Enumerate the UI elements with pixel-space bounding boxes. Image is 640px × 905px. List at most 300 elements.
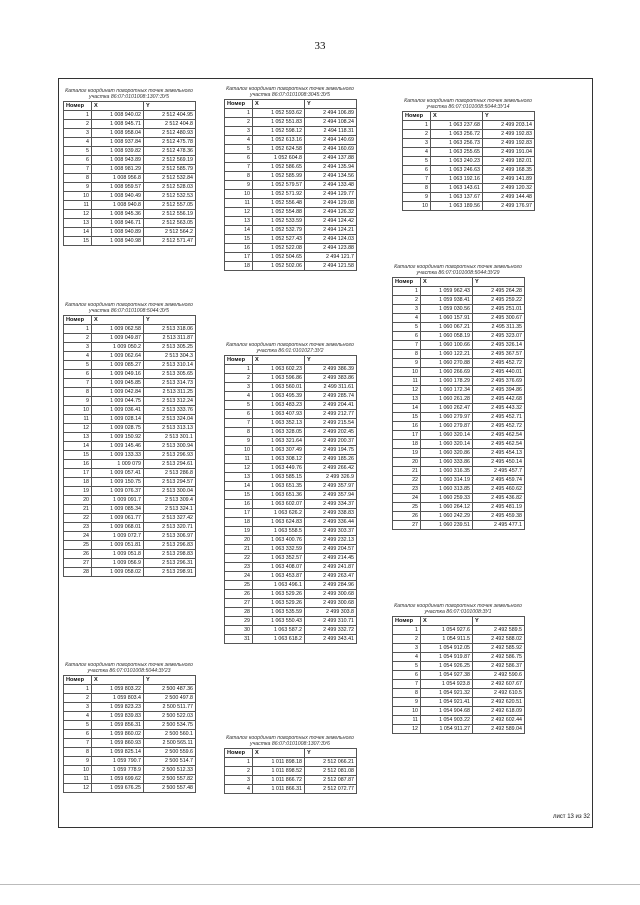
table-row bbox=[64, 379, 196, 388]
y-coordinate: 2 494 133.48 bbox=[305, 181, 357, 190]
table-row bbox=[64, 406, 196, 415]
x-coordinate: 1 009 150.75 bbox=[92, 478, 144, 487]
x-coordinate: 1 008 945.71 bbox=[92, 120, 144, 129]
point-number: 5 bbox=[393, 662, 421, 671]
table-row bbox=[393, 413, 525, 422]
y-coordinate: 2 495 462.54 bbox=[473, 440, 525, 449]
table-row bbox=[64, 138, 196, 147]
y-coordinate: 2 495 459.74 bbox=[473, 476, 525, 485]
x-coordinate: 1 060 067.21 bbox=[421, 323, 473, 332]
x-coordinate: 1 011 898.52 bbox=[253, 767, 305, 776]
x-coordinate: 1 054 919.87 bbox=[421, 653, 473, 662]
coordinates-table bbox=[63, 315, 196, 577]
x-coordinate: 1 063 495.39 bbox=[253, 392, 305, 401]
x-coordinate: 1 059 699.62 bbox=[92, 775, 144, 784]
y-coordinate: 2 494 108.24 bbox=[305, 118, 357, 127]
table-row bbox=[393, 644, 525, 653]
table-row bbox=[64, 325, 196, 334]
x-coordinate: 1 060 320.14 bbox=[421, 440, 473, 449]
y-coordinate: 2 513 310.14 bbox=[144, 361, 196, 370]
x-coordinate: 1 063 308.12 bbox=[253, 455, 305, 464]
table-row bbox=[64, 748, 196, 757]
point-number: 2 bbox=[225, 118, 253, 127]
y-coordinate: 2 499 263.47 bbox=[305, 572, 357, 581]
point-number: 3 bbox=[64, 343, 92, 352]
table-row bbox=[64, 228, 196, 237]
y-coordinate: 2 513 286.8 bbox=[144, 469, 196, 478]
point-number: 21 bbox=[64, 505, 92, 514]
catalog-caption: Каталог координат поворотных точек земельного участка 86:07:0101008:5044:ЗУ14 bbox=[404, 98, 532, 110]
x-coordinate: 1 060 178.29 bbox=[421, 377, 473, 386]
x-coordinate: 1 009 044.75 bbox=[92, 397, 144, 406]
x-coordinate: 1 060 320.14 bbox=[421, 431, 473, 440]
y-coordinate: 2 513 327.42 bbox=[144, 514, 196, 523]
point-number: 1 bbox=[393, 626, 421, 635]
catalog-caption: Каталог координат поворотных точек земельного участка 86:07:0101008:5044:ЗУ5 bbox=[65, 302, 193, 314]
x-coordinate: 1 063 237.68 bbox=[431, 121, 483, 130]
table-header-row bbox=[225, 356, 357, 365]
x-coordinate: 1 059 778.9 bbox=[92, 766, 144, 775]
x-coordinate: 1 009 061.77 bbox=[92, 514, 144, 523]
x-coordinate: 1 008 937.84 bbox=[92, 138, 144, 147]
y-coordinate: 2 513 294.57 bbox=[144, 478, 196, 487]
table-row bbox=[64, 505, 196, 514]
point-number: 1 bbox=[403, 121, 431, 130]
table-row bbox=[64, 775, 196, 784]
table-row bbox=[64, 210, 196, 219]
table-row bbox=[64, 541, 196, 550]
y-coordinate: 2 494 140.69 bbox=[305, 136, 357, 145]
table-row bbox=[393, 377, 525, 386]
table-row bbox=[64, 712, 196, 721]
point-number: 2 bbox=[393, 296, 421, 305]
y-coordinate: 2 499 192.83 bbox=[483, 139, 535, 148]
x-coordinate: 1 008 940.02 bbox=[92, 111, 144, 120]
y-coordinate: 2 499 332.72 bbox=[305, 626, 357, 635]
point-number: 28 bbox=[64, 568, 92, 577]
bottom-rule bbox=[0, 884, 640, 885]
x-coordinate: 1 063 496.1 bbox=[253, 581, 305, 590]
table-row bbox=[64, 739, 196, 748]
point-number: 30 bbox=[225, 626, 253, 635]
x-coordinate: 1 063 558.5 bbox=[253, 527, 305, 536]
point-number: 3 bbox=[225, 383, 253, 392]
point-number: 12 bbox=[64, 210, 92, 219]
x-coordinate: 1 060 320.86 bbox=[421, 449, 473, 458]
x-coordinate: 1 060 157.91 bbox=[421, 314, 473, 323]
point-number: 5 bbox=[403, 157, 431, 166]
y-coordinate: 2 495 311.35 bbox=[473, 323, 525, 332]
y-coordinate: 2 513 309.4 bbox=[144, 496, 196, 505]
table-row bbox=[64, 433, 196, 442]
y-coordinate: 2 499 191.04 bbox=[483, 148, 535, 157]
table-row bbox=[393, 467, 525, 476]
header-x: X bbox=[92, 316, 144, 325]
table-header-row bbox=[403, 112, 535, 121]
header-number: Номер bbox=[403, 112, 431, 121]
table-row bbox=[64, 147, 196, 156]
x-coordinate: 1 059 825.14 bbox=[92, 748, 144, 757]
y-coordinate: 2 495 481.19 bbox=[473, 503, 525, 512]
point-number: 5 bbox=[64, 147, 92, 156]
y-coordinate: 2 499 300.68 bbox=[305, 599, 357, 608]
table-row bbox=[225, 635, 357, 644]
x-coordinate: 1 063 535.59 bbox=[253, 608, 305, 617]
x-coordinate: 1 008 945.36 bbox=[92, 210, 144, 219]
sheet-label: лист 13 из 32 bbox=[552, 814, 590, 820]
y-coordinate: 2 499 357.94 bbox=[305, 491, 357, 500]
x-coordinate: 1 009 042.84 bbox=[92, 388, 144, 397]
point-number: 11 bbox=[64, 201, 92, 210]
coordinate-catalog-8 bbox=[392, 264, 524, 530]
point-number: 10 bbox=[393, 368, 421, 377]
x-coordinate: 1 008 943.89 bbox=[92, 156, 144, 165]
x-coordinate: 1 009 051.8 bbox=[92, 550, 144, 559]
y-coordinate: 2 499 336.44 bbox=[305, 518, 357, 527]
table-row bbox=[64, 111, 196, 120]
point-number: 9 bbox=[225, 437, 253, 446]
x-coordinate: 1 054 911.5 bbox=[421, 635, 473, 644]
x-coordinate: 1 054 911.27 bbox=[421, 725, 473, 734]
x-coordinate: 1 063 624.83 bbox=[253, 518, 305, 527]
table-row bbox=[225, 118, 357, 127]
point-number: 20 bbox=[393, 458, 421, 467]
table-row bbox=[393, 521, 525, 530]
point-number: 27 bbox=[225, 599, 253, 608]
table-row bbox=[393, 314, 525, 323]
point-number: 4 bbox=[225, 392, 253, 401]
table-row bbox=[403, 157, 535, 166]
y-coordinate: 2 492 586.75 bbox=[473, 653, 525, 662]
table-row bbox=[225, 545, 357, 554]
y-coordinate: 2 513 300.04 bbox=[144, 487, 196, 496]
table-row bbox=[393, 422, 525, 431]
point-number: 22 bbox=[64, 514, 92, 523]
header-number: Номер bbox=[225, 100, 253, 109]
x-coordinate: 1 011 898.18 bbox=[253, 758, 305, 767]
table-row bbox=[64, 514, 196, 523]
coordinates-table bbox=[224, 748, 357, 794]
x-coordinate: 1 009 062.64 bbox=[92, 352, 144, 361]
y-coordinate: 2 499 200.37 bbox=[305, 437, 357, 446]
table-row bbox=[225, 253, 357, 262]
y-coordinate: 2 499 194.75 bbox=[305, 446, 357, 455]
point-number: 24 bbox=[393, 494, 421, 503]
header-y: Y bbox=[305, 749, 357, 758]
point-number: 12 bbox=[393, 725, 421, 734]
x-coordinate: 1 054 926.25 bbox=[421, 662, 473, 671]
point-number: 10 bbox=[64, 406, 92, 415]
table-row bbox=[64, 415, 196, 424]
point-number: 21 bbox=[393, 467, 421, 476]
table-row bbox=[64, 388, 196, 397]
table-row bbox=[225, 446, 357, 455]
y-coordinate: 2 513 311.87 bbox=[144, 334, 196, 343]
point-number: 16 bbox=[393, 422, 421, 431]
table-row bbox=[225, 365, 357, 374]
y-coordinate: 2 500 559.6 bbox=[144, 748, 196, 757]
x-coordinate: 1 009 085.27 bbox=[92, 361, 144, 370]
point-number: 6 bbox=[403, 166, 431, 175]
coordinate-catalog-3 bbox=[63, 662, 195, 793]
point-number: 23 bbox=[64, 523, 92, 532]
table-row bbox=[64, 451, 196, 460]
point-number: 7 bbox=[225, 163, 253, 172]
y-coordinate: 2 512 475.78 bbox=[144, 138, 196, 147]
table-row bbox=[64, 165, 196, 174]
x-coordinate: 1 009 072.7 bbox=[92, 532, 144, 541]
point-number: 20 bbox=[225, 536, 253, 545]
y-coordinate: 2 495 259.22 bbox=[473, 296, 525, 305]
table-row bbox=[393, 404, 525, 413]
point-number: 3 bbox=[403, 139, 431, 148]
coordinates-table bbox=[63, 675, 196, 793]
x-coordinate: 1 060 172.34 bbox=[421, 386, 473, 395]
point-number: 11 bbox=[64, 415, 92, 424]
table-row bbox=[225, 154, 357, 163]
point-number: 4 bbox=[64, 352, 92, 361]
y-coordinate: 2 499 232.13 bbox=[305, 536, 357, 545]
y-coordinate: 2 513 324.04 bbox=[144, 415, 196, 424]
y-coordinate: 2 492 602.44 bbox=[473, 716, 525, 725]
point-number: 3 bbox=[393, 305, 421, 314]
y-coordinate: 2 512 081.08 bbox=[305, 767, 357, 776]
point-number: 17 bbox=[225, 253, 253, 262]
x-coordinate: 1 009 050.2 bbox=[92, 343, 144, 352]
x-coordinate: 1 009 079 bbox=[92, 460, 144, 469]
table-row bbox=[225, 455, 357, 464]
point-number: 9 bbox=[393, 698, 421, 707]
table-row bbox=[225, 199, 357, 208]
table-row bbox=[225, 374, 357, 383]
x-coordinate: 1 059 676.25 bbox=[92, 784, 144, 793]
table-header-row bbox=[393, 617, 525, 626]
table-row bbox=[393, 698, 525, 707]
point-number: 15 bbox=[393, 413, 421, 422]
table-row bbox=[393, 350, 525, 359]
table-row bbox=[64, 129, 196, 138]
table-row bbox=[64, 550, 196, 559]
coordinate-catalog-4 bbox=[224, 86, 356, 271]
y-coordinate: 2 492 589.04 bbox=[473, 725, 525, 734]
table-row bbox=[64, 469, 196, 478]
x-coordinate: 1 063 602.23 bbox=[253, 365, 305, 374]
table-row bbox=[225, 437, 357, 446]
table-header-row bbox=[225, 749, 357, 758]
y-coordinate: 2 513 311.25 bbox=[144, 388, 196, 397]
point-number: 18 bbox=[225, 262, 253, 271]
point-number: 26 bbox=[225, 590, 253, 599]
x-coordinate: 1 009 049.16 bbox=[92, 370, 144, 379]
y-coordinate: 2 495 450.14 bbox=[473, 458, 525, 467]
point-number: 23 bbox=[225, 563, 253, 572]
x-coordinate: 1 063 529.26 bbox=[253, 590, 305, 599]
point-number: 15 bbox=[64, 237, 92, 246]
y-coordinate: 2 492 607.67 bbox=[473, 680, 525, 689]
y-coordinate: 2 513 312.24 bbox=[144, 397, 196, 406]
point-number: 8 bbox=[64, 748, 92, 757]
y-coordinate: 2 492 618.09 bbox=[473, 707, 525, 716]
table-row bbox=[225, 401, 357, 410]
point-number: 5 bbox=[64, 361, 92, 370]
y-coordinate: 2 513 314.73 bbox=[144, 379, 196, 388]
point-number: 15 bbox=[64, 451, 92, 460]
point-number: 17 bbox=[225, 509, 253, 518]
point-number: 6 bbox=[64, 156, 92, 165]
table-row bbox=[225, 758, 357, 767]
y-coordinate: 2 500 557.48 bbox=[144, 784, 196, 793]
table-row bbox=[225, 776, 357, 785]
table-header-row bbox=[64, 316, 196, 325]
y-coordinate: 2 513 298.91 bbox=[144, 568, 196, 577]
point-number: 4 bbox=[403, 148, 431, 157]
x-coordinate: 1 008 939.82 bbox=[92, 147, 144, 156]
x-coordinate: 1 054 927.38 bbox=[421, 671, 473, 680]
point-number: 12 bbox=[225, 208, 253, 217]
x-coordinate: 1 054 903.22 bbox=[421, 716, 473, 725]
x-coordinate: 1 060 313.85 bbox=[421, 485, 473, 494]
table-row bbox=[225, 109, 357, 118]
table-row bbox=[64, 424, 196, 433]
y-coordinate: 2 494 124.21 bbox=[305, 226, 357, 235]
table-row bbox=[64, 766, 196, 775]
table-row bbox=[403, 148, 535, 157]
point-number: 12 bbox=[64, 784, 92, 793]
header-number: Номер bbox=[64, 316, 92, 325]
y-coordinate: 2 499 303.8 bbox=[305, 608, 357, 617]
x-coordinate: 1 009 068.01 bbox=[92, 523, 144, 532]
y-coordinate: 2 499 168.35 bbox=[483, 166, 535, 175]
y-coordinate: 2 495 436.82 bbox=[473, 494, 525, 503]
y-coordinate: 2 494 106.89 bbox=[305, 109, 357, 118]
table-header-row bbox=[225, 100, 357, 109]
table-row bbox=[403, 202, 535, 211]
y-coordinate: 2 499 215.54 bbox=[305, 419, 357, 428]
header-number: Номер bbox=[225, 356, 253, 365]
x-coordinate: 1 063 240.23 bbox=[431, 157, 483, 166]
point-number: 10 bbox=[393, 707, 421, 716]
header-x: X bbox=[253, 356, 305, 365]
y-coordinate: 2 499 357.97 bbox=[305, 482, 357, 491]
y-coordinate: 2 495 460.62 bbox=[473, 485, 525, 494]
point-number: 5 bbox=[225, 145, 253, 154]
x-coordinate: 1 054 927.6 bbox=[421, 626, 473, 635]
x-coordinate: 1 011 866.72 bbox=[253, 776, 305, 785]
header-y: Y bbox=[483, 112, 535, 121]
x-coordinate: 1 008 940.8 bbox=[92, 201, 144, 210]
point-number: 7 bbox=[393, 341, 421, 350]
x-coordinate: 1 060 058.19 bbox=[421, 332, 473, 341]
x-coordinate: 1 009 058.02 bbox=[92, 568, 144, 577]
table-row bbox=[225, 482, 357, 491]
x-coordinate: 1 052 522.08 bbox=[253, 244, 305, 253]
point-number: 10 bbox=[64, 192, 92, 201]
y-coordinate: 2 494 118.31 bbox=[305, 127, 357, 136]
y-coordinate: 2 495 376.69 bbox=[473, 377, 525, 386]
x-coordinate: 1 063 192.16 bbox=[431, 175, 483, 184]
y-coordinate: 2 512 585.79 bbox=[144, 165, 196, 174]
x-coordinate: 1 063 307.49 bbox=[253, 446, 305, 455]
table-row bbox=[64, 730, 196, 739]
table-row bbox=[225, 127, 357, 136]
x-coordinate: 1 009 051.81 bbox=[92, 541, 144, 550]
point-number: 1 bbox=[64, 325, 92, 334]
point-number: 9 bbox=[64, 183, 92, 192]
coordinate-catalog-1 bbox=[63, 88, 195, 246]
table-row bbox=[64, 757, 196, 766]
table-row bbox=[393, 680, 525, 689]
table-row bbox=[225, 500, 357, 509]
table-header-row bbox=[393, 278, 525, 287]
header-number: Номер bbox=[393, 617, 421, 626]
x-coordinate: 1 009 145.46 bbox=[92, 442, 144, 451]
y-coordinate: 2 495 394.86 bbox=[473, 386, 525, 395]
y-coordinate: 2 512 066.21 bbox=[305, 758, 357, 767]
catalog-caption: Каталог координат поворотных точек земельного участка 86:07:0101008:5044:ЗУ23 bbox=[65, 662, 193, 674]
point-number: 5 bbox=[393, 323, 421, 332]
point-number: 13 bbox=[225, 473, 253, 482]
catalog-caption: Каталог координат поворотных точек земельного участка 86:07:0101008:1307:ЗУ6 bbox=[226, 735, 354, 747]
table-row bbox=[225, 608, 357, 617]
point-number: 12 bbox=[225, 464, 253, 473]
table-row bbox=[225, 527, 357, 536]
table-row bbox=[225, 509, 357, 518]
header-x: X bbox=[431, 112, 483, 121]
point-number: 16 bbox=[64, 460, 92, 469]
y-coordinate: 2 494 121.58 bbox=[305, 262, 357, 271]
point-number: 13 bbox=[64, 219, 92, 228]
x-coordinate: 1 052 604.8 bbox=[253, 154, 305, 163]
point-number: 2 bbox=[225, 374, 253, 383]
x-coordinate: 1 059 938.41 bbox=[421, 296, 473, 305]
table-row bbox=[64, 523, 196, 532]
table-row bbox=[225, 419, 357, 428]
table-row bbox=[64, 174, 196, 183]
y-coordinate: 2 513 306.97 bbox=[144, 532, 196, 541]
page-number: 33 bbox=[314, 40, 326, 52]
point-number: 11 bbox=[225, 199, 253, 208]
table-row bbox=[225, 208, 357, 217]
table-row bbox=[393, 653, 525, 662]
y-coordinate: 2 513 298.83 bbox=[144, 550, 196, 559]
catalog-caption: Каталог координат поворотных точек земельного участка 86:07:0101008:3045:ЗУ5 bbox=[226, 86, 354, 98]
x-coordinate: 1 054 921.32 bbox=[421, 689, 473, 698]
x-coordinate: 1 008 959.57 bbox=[92, 183, 144, 192]
header-y: Y bbox=[473, 278, 525, 287]
x-coordinate: 1 009 076.37 bbox=[92, 487, 144, 496]
table-row bbox=[393, 368, 525, 377]
table-row bbox=[64, 685, 196, 694]
table-row bbox=[225, 491, 357, 500]
table-row bbox=[225, 190, 357, 199]
table-row bbox=[64, 120, 196, 129]
x-coordinate: 1 008 958.04 bbox=[92, 129, 144, 138]
y-coordinate: 2 495 323.07 bbox=[473, 332, 525, 341]
point-number: 3 bbox=[64, 129, 92, 138]
x-coordinate: 1 060 261.28 bbox=[421, 395, 473, 404]
point-number: 3 bbox=[393, 644, 421, 653]
table-row bbox=[64, 559, 196, 568]
x-coordinate: 1 063 449.76 bbox=[253, 464, 305, 473]
y-coordinate: 2 494 126.32 bbox=[305, 208, 357, 217]
table-row bbox=[64, 496, 196, 505]
table-row bbox=[403, 184, 535, 193]
table-row bbox=[225, 464, 357, 473]
table-row bbox=[225, 473, 357, 482]
y-coordinate: 2 512 478.36 bbox=[144, 147, 196, 156]
table-row bbox=[393, 332, 525, 341]
x-coordinate: 1 059 839.83 bbox=[92, 712, 144, 721]
